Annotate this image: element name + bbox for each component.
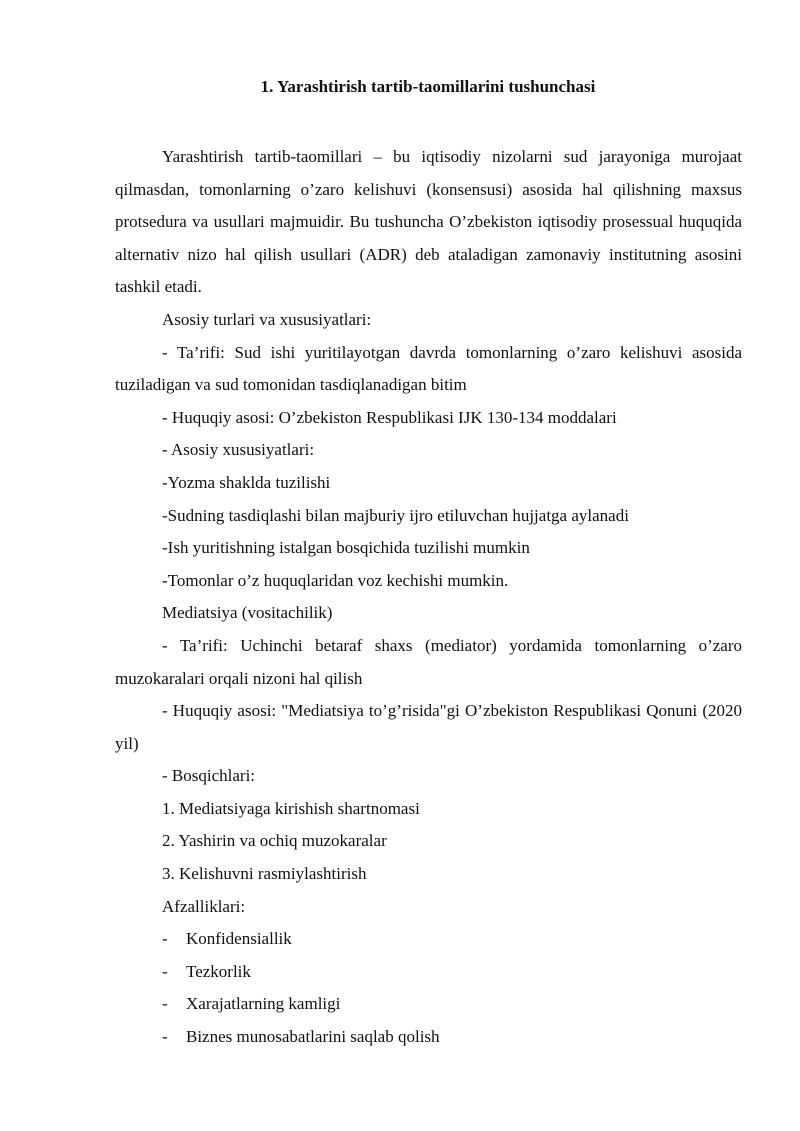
stage-item: 3. Kelishuvni rasmiylashtirish: [162, 864, 367, 884]
advantage-item: [115, 923, 742, 956]
list-dash: -: [162, 929, 168, 949]
settlement-definition: - Ta’rifi: Sud ishi yuritilayotgan davrda tomonlarning o’zaro kelishuvi asosida tuziladigan va sud tomonidan tasdiqlanadigan bitim: [115, 342, 742, 395]
mediation-definition: - Ta’rifi: Uchinchi betaraf shaxs (mediator) yordamida tomonlarning o’zaro muzokaralari orqali nizoni hal qilish: [115, 635, 742, 688]
list-dash: -: [162, 994, 168, 1014]
stage-item: 1. Mediatsiyaga kirishish shartnomasi: [162, 798, 420, 818]
page-title: 1. Yarashtirish tartib-taomillarini tushunchasi: [260, 77, 596, 96]
settlement-feature-item: -Tomonlar o’z huquqlaridan voz kechishi mumkin.: [162, 570, 509, 590]
advantage-label: Biznes munosabatlarini saqlab qolish: [186, 1027, 440, 1047]
settlement-feature-item: -Sudning tasdiqlashi bilan majburiy ijro etiluvchan hujjatga aylanadi: [162, 505, 629, 525]
intro-paragraph: Yarashtirish tartib-taomillari – bu iqtisodiy nizolarni sud jarayoniga murojaat qilmasdan, tomonlarning o’zaro kelishuvi (konsensusi) asosida hal qilishning maxsus protsedura va usullari majmuidir. Bu tushuncha O’zbekiston iqtisodiy prosessual huquqida alternativ nizo hal qilish usullari (ADR) deb ataladigan zamonaviy institutning asosini tashkil etadi.: [115, 147, 742, 297]
mediation-legal-basis: - Huquqiy asosi: "Mediatsiya to’g’risida"gi O’zbekiston Respublikasi Qonuni (2020 yil): [115, 701, 742, 753]
list-dash: -: [162, 1027, 168, 1047]
document-body: [115, 141, 742, 1054]
settlement-features-heading: - Asosiy xususiyatlari:: [162, 440, 315, 460]
advantages-heading: Afzalliklari:: [162, 896, 246, 916]
list-dash: -: [162, 961, 168, 981]
stages-heading: - Bosqichlari:: [162, 766, 256, 786]
settlement-feature-item: -Ish yuritishning istalgan bosqichida tuzilishi mumkin: [162, 538, 530, 558]
settlement-legal-basis: - Huquqiy asosi: O’zbekiston Respublikasi IJK 130-134 moddalari: [162, 407, 617, 427]
stage-item: 2. Yashirin va ochiq muzokaralar: [162, 831, 387, 851]
types-heading: Asosiy turlari va xususiyatlari:: [162, 309, 372, 329]
advantage-item: [115, 956, 742, 989]
advantage-label: Tezkorlik: [186, 961, 251, 981]
advantage-item: [115, 988, 742, 1021]
advantage-item: [115, 1021, 742, 1054]
mediation-heading: Mediatsiya (vositachilik): [162, 603, 333, 623]
advantage-label: Konfidensiallik: [186, 929, 292, 949]
advantage-label: Xarajatlarning kamligi: [186, 994, 341, 1014]
settlement-feature-item: -Yozma shaklda tuzilishi: [162, 472, 331, 492]
